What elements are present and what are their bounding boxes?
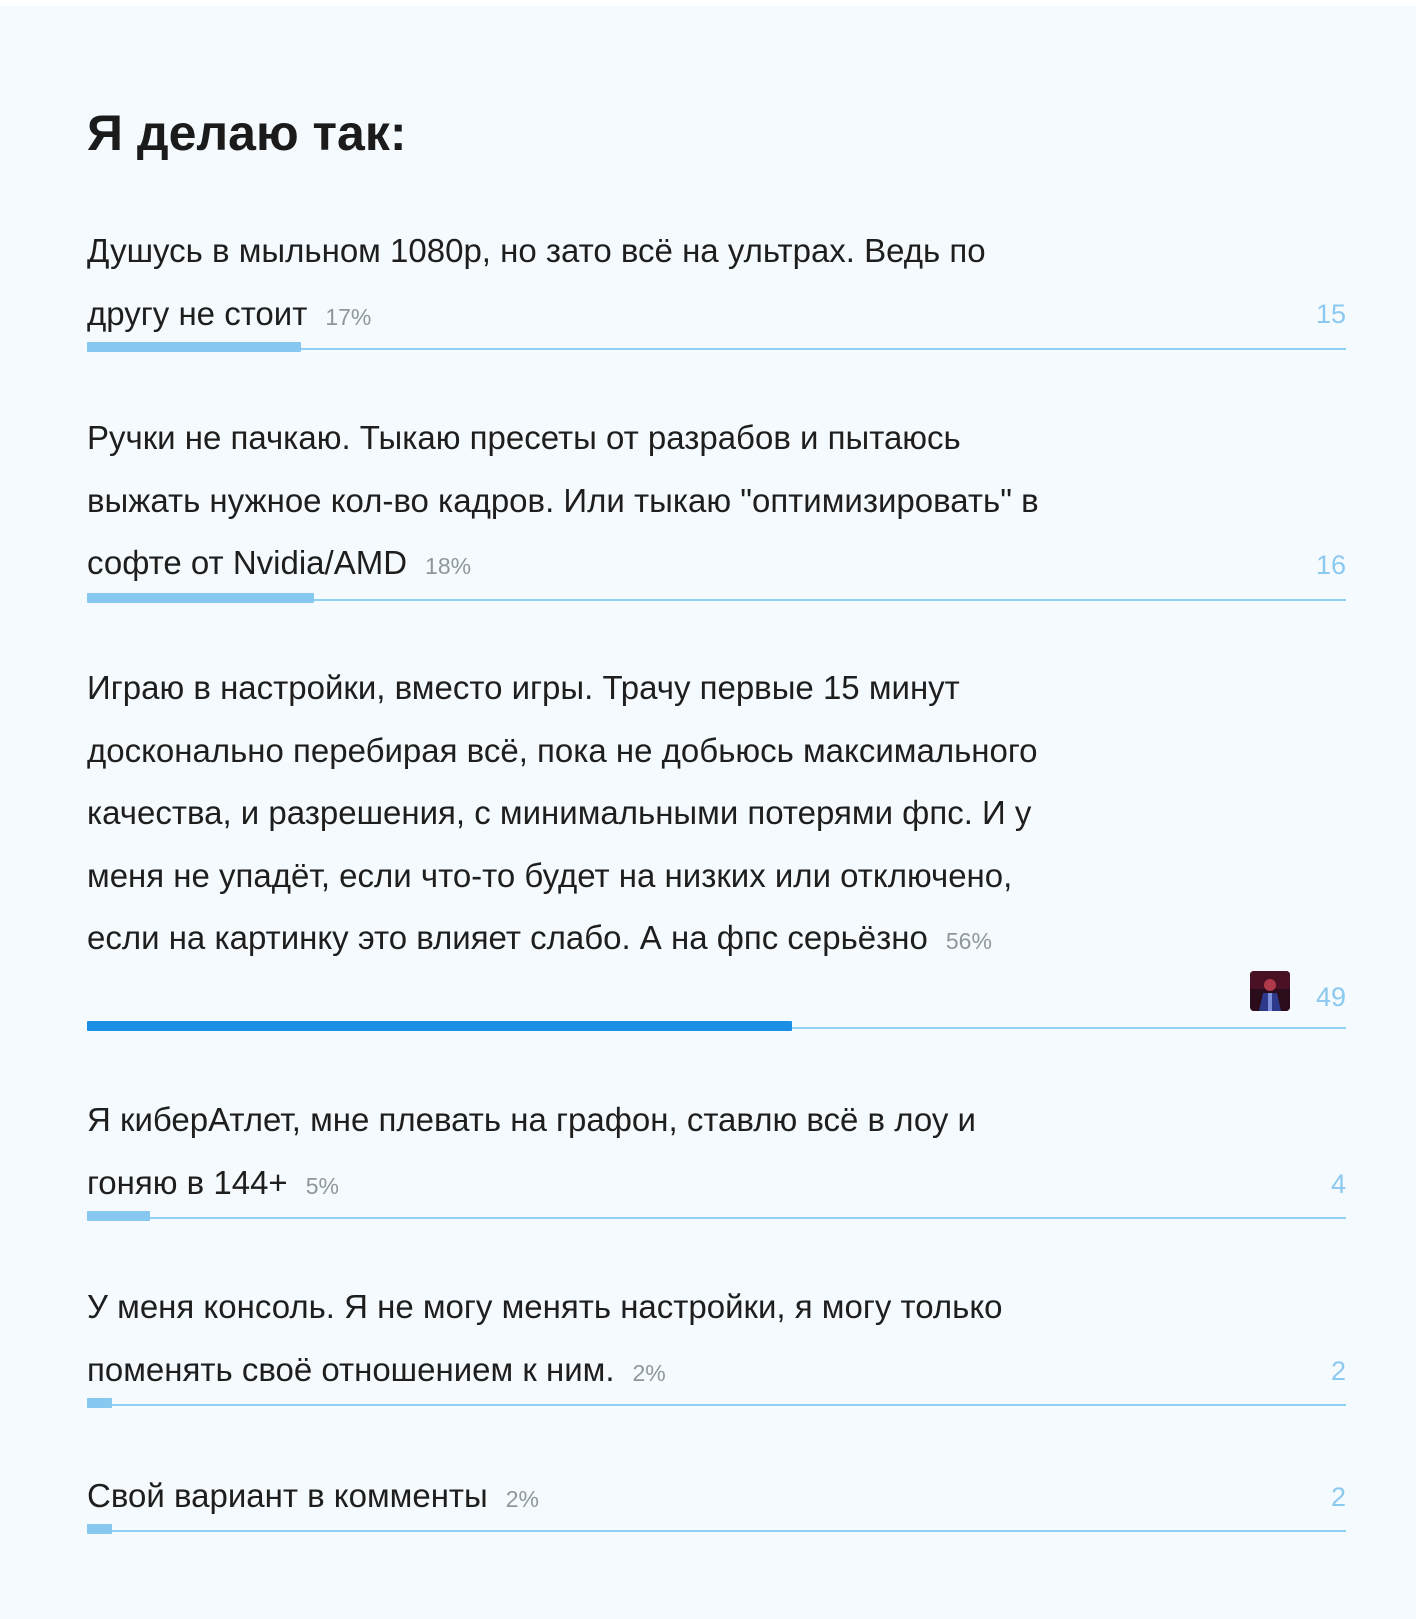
avatar-image-icon [1250, 971, 1290, 1011]
poll-option-bar [87, 593, 314, 603]
poll-option-vote-count[interactable]: 15 [1315, 299, 1346, 329]
poll-option-vote-count[interactable]: 49 [1315, 982, 1346, 1012]
poll-option-vote-count[interactable]: 4 [1330, 1169, 1346, 1199]
poll-option-percent: 17% [325, 303, 372, 330]
poll-option-percent: 18% [425, 553, 472, 579]
voter-avatar[interactable] [1250, 971, 1290, 1011]
poll-option-3[interactable] [87, 657, 1346, 1012]
poll-option-label: Я киберАтлет, мне плевать на графон, ставлю всё в лоу и гоняю в 144+ 5% [87, 1101, 976, 1201]
poll-option-percent: 5% [305, 1172, 339, 1199]
poll-option-label: Играю в настройки, вместо игры. Трачу первые 15 минут досконально перебирая всё, пока не добьюсь максимального качества, и разрешения, с минимальными потерями фпс. И у меня не упадёт, если что-то будет на низких или отключено, если на картинку это влияет слабо. А на фпс серьёзно 56% [87, 669, 1038, 956]
poll-option-percent: 56% [945, 928, 992, 954]
poll-option-track [87, 1404, 1346, 1406]
poll-title: Я делаю так: [87, 105, 407, 161]
poll-option-track [87, 1530, 1346, 1532]
poll-option-bar [87, 1398, 112, 1408]
poll-option-4[interactable] [87, 1089, 1346, 1217]
poll-option-bar [87, 1524, 112, 1534]
poll-option-bar [87, 1211, 150, 1221]
poll-option-vote-count[interactable]: 2 [1330, 1482, 1346, 1512]
poll-option-vote-count[interactable]: 16 [1315, 550, 1346, 580]
poll-option-label: Свой вариант в комменты 2% [87, 1477, 540, 1514]
poll-option-bar [87, 342, 301, 352]
poll-option-6[interactable] [87, 1465, 1346, 1531]
poll-option-bar [87, 1021, 792, 1031]
poll-option-label: Ручки не пачкаю. Тыкаю пресеты от разрабов и пытаюсь выжать нужное кол-во кадров. Или тыкаю "оптимизировать" в софте от Nvidia/AMD 18% [87, 419, 1039, 581]
poll-option-track [87, 1217, 1346, 1219]
poll-card [0, 6, 1416, 1619]
poll-option-vote-count[interactable]: 2 [1330, 1356, 1346, 1386]
poll-option-label: У меня консоль. Я не могу менять настройки, я могу только поменять своё отношением к ним. 2% [87, 1288, 1003, 1388]
poll-option-percent: 2% [632, 1359, 666, 1386]
poll-option-2[interactable] [87, 407, 1346, 598]
poll-option-label: Душусь в мыльном 1080p, но зато всё на ультрах. Ведь по другу не стоит 17% [87, 232, 986, 332]
poll-option-1[interactable] [87, 220, 1346, 348]
poll-option-percent: 2% [505, 1486, 540, 1512]
poll-option-5[interactable] [87, 1276, 1346, 1404]
